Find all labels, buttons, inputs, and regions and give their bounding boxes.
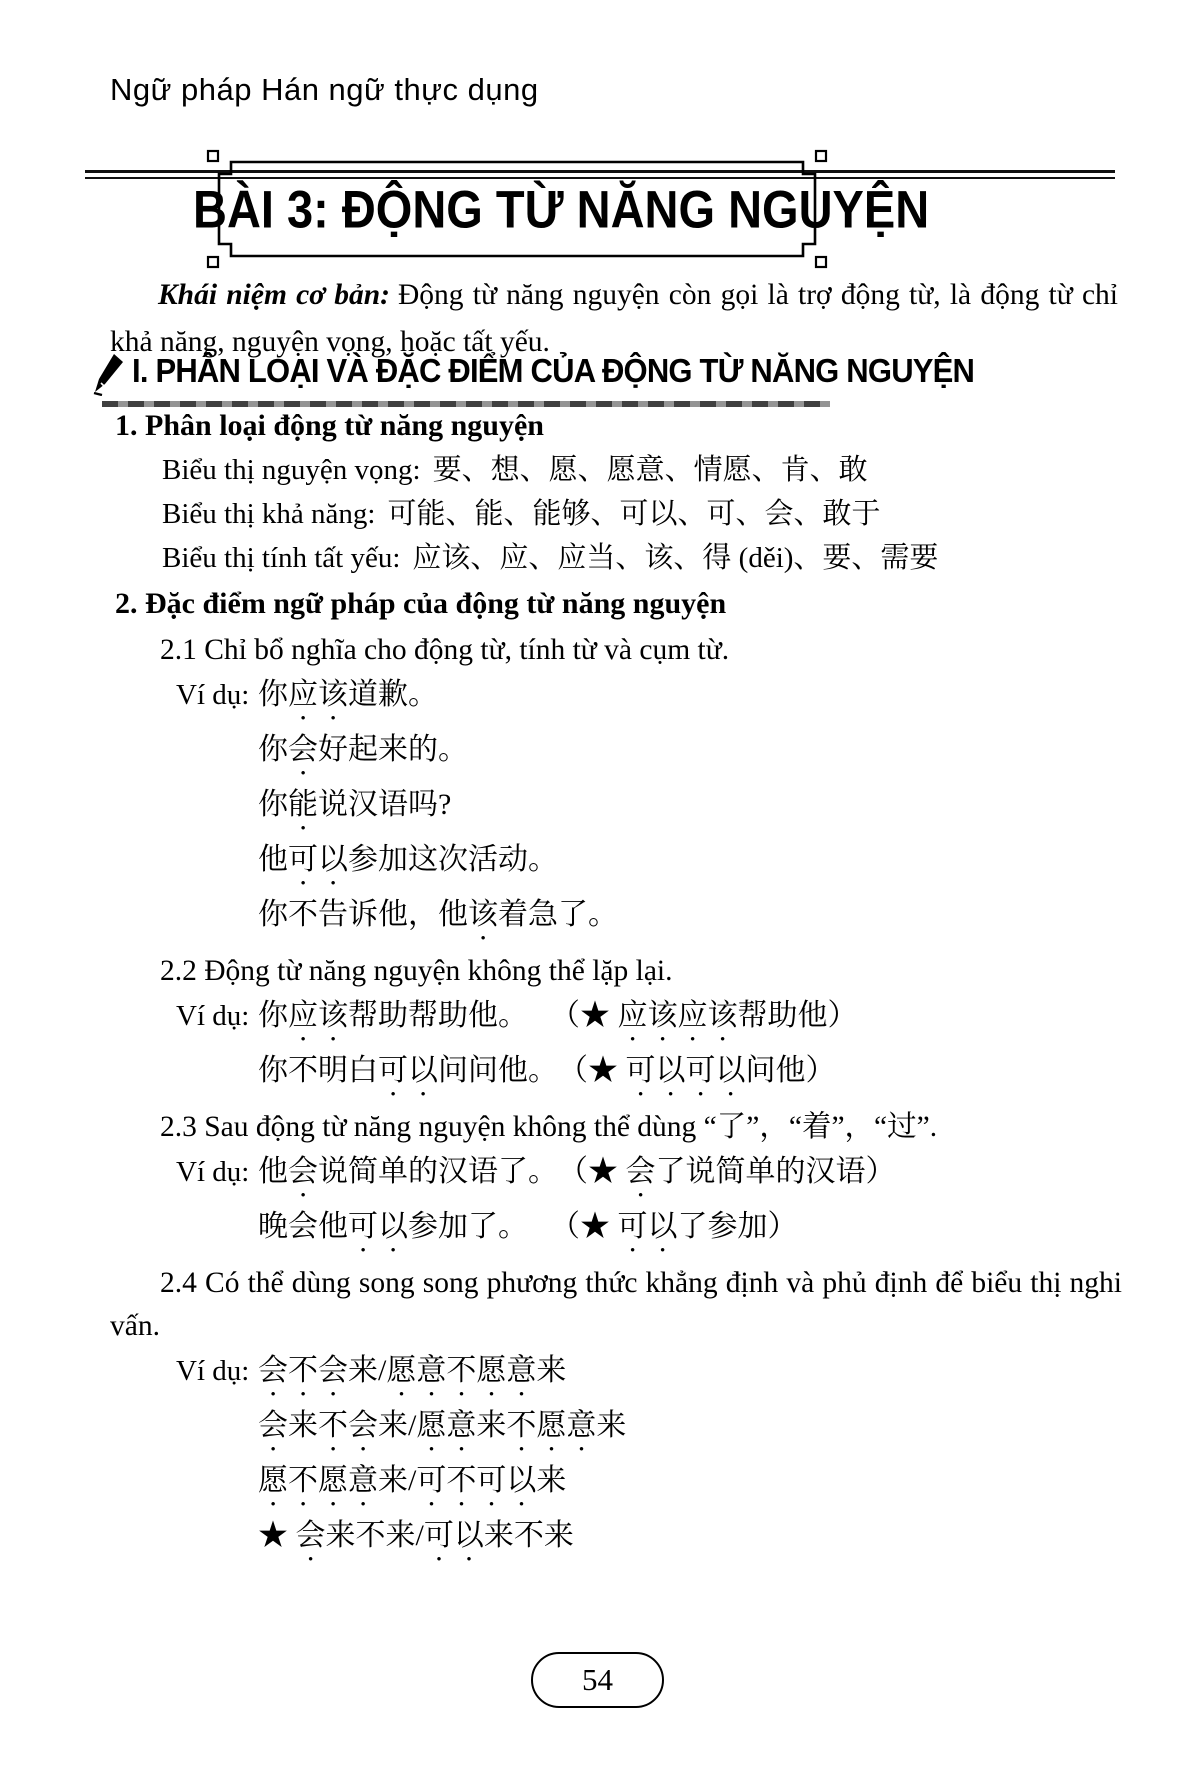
example-sentence: 你不告诉他，他该着急了。 xyxy=(258,898,618,931)
example-sentence: 你会好起来的。 xyxy=(258,733,468,766)
example-row xyxy=(176,1048,1122,1103)
example-label: Ví dụ: xyxy=(176,1355,250,1387)
example-sentence: 会不会来/愿意不愿意来 xyxy=(258,1354,567,1387)
example-sentence: 会来不会来/愿意来不愿意来 xyxy=(258,1409,627,1442)
intro-lead: Khái niệm cơ bản: xyxy=(158,279,390,311)
example-row xyxy=(176,1458,1122,1513)
page-number: 54 xyxy=(582,1662,613,1697)
subsection-1-heading: 1. Phân loại động từ năng nguyện xyxy=(115,409,544,442)
feature-2-2: 2.2 Động từ năng nguyện không thể lặp lại. xyxy=(160,955,673,987)
feature-2-1: 2.1 Chỉ bổ nghĩa cho động từ, tính từ và cụm từ. xyxy=(160,634,730,666)
example-row xyxy=(176,1348,1122,1403)
ability-verbs-label: Biểu thị khả năng: xyxy=(162,498,376,530)
example-ungrammatical: （★ 应该应该帮助他） xyxy=(550,999,858,1032)
example-row xyxy=(176,672,1122,727)
necessity-verbs-line xyxy=(162,536,1122,580)
ability-verbs-line xyxy=(162,492,1122,536)
example-sentence: 晚会他可以参加了。 xyxy=(258,1210,528,1243)
example-label: Ví dụ: xyxy=(176,1156,250,1188)
example-row xyxy=(176,1513,1122,1568)
page-number-pill xyxy=(531,1652,664,1708)
example-ungrammatical: （★ 可以可以问他） xyxy=(558,1054,836,1087)
example-sentence: 他可以参加这次活动。 xyxy=(258,843,558,876)
feature-2-3: 2.3 Sau động từ năng nguyện không thể dùng “了”，“着”，“过”. xyxy=(160,1111,938,1143)
pen-icon xyxy=(92,352,126,396)
example-sentence: ★ 会来不来/可以来不来 xyxy=(258,1519,574,1552)
example-sentence: 你能说汉语吗? xyxy=(258,788,452,821)
example-sentence: 他会说简单的汉语了。 xyxy=(258,1155,558,1188)
example-row xyxy=(176,837,1122,892)
example-row xyxy=(176,1403,1122,1458)
subsection-2-heading: 2. Đặc điểm ngữ pháp của động từ năng nguyện xyxy=(115,587,727,620)
example-label: Ví dụ: xyxy=(176,679,250,711)
feature-2-4: 2.4 Có thể dùng song song phương thức khẳng định và phủ định để biểu thị nghi vấn. xyxy=(110,1267,1122,1342)
necessity-verbs-value: 应该、应、应当、该、得 (děi)、要、需要 xyxy=(412,542,939,574)
example-row xyxy=(176,993,1122,1048)
wish-verbs-line xyxy=(162,448,1122,492)
example-row xyxy=(176,1149,1122,1204)
example-ungrammatical: （★ 会了说简单的汉语） xyxy=(558,1155,896,1188)
example-row xyxy=(176,727,1122,782)
example-sentence: 你不明白可以问问他。 xyxy=(258,1054,558,1087)
intro-text: Động từ năng nguyện còn gọi là trợ động từ, là động từ chỉ khả năng, nguyện vọng, hoặc tất yếu. xyxy=(110,279,1119,358)
lesson-title-box xyxy=(193,146,930,272)
example-sentence: 愿不愿意来/可不可以来 xyxy=(258,1464,567,1497)
example-ungrammatical: （★ 可以了参加） xyxy=(550,1210,798,1243)
section-heading-block xyxy=(92,352,975,407)
wish-verbs-label: Biểu thị nguyện vọng: xyxy=(162,454,421,486)
section-heading: I. PHÂN LOẠI VÀ ĐẶC ĐIỂM CỦA ĐỘNG TỪ NĂNG NGUYỆN xyxy=(132,352,975,390)
lesson-title: BÀI 3: ĐỘNG TỪ NĂNG NGUYỆN xyxy=(193,179,930,239)
ability-verbs-value: 可能、能、能够、可以、可、会、敢于 xyxy=(387,498,881,530)
example-label: Ví dụ: xyxy=(176,1000,250,1032)
example-row xyxy=(176,1204,1122,1259)
example-row xyxy=(176,892,1122,947)
page-content xyxy=(110,402,1122,1568)
example-row xyxy=(176,782,1122,837)
example-sentence: 你应该道歉。 xyxy=(258,678,438,711)
example-sentence: 你应该帮助帮助他。 xyxy=(258,999,528,1032)
running-head: Ngữ pháp Hán ngữ thực dụng xyxy=(110,72,539,107)
wish-verbs-value: 要、想、愿、愿意、情愿、肯、敢 xyxy=(432,454,868,486)
necessity-verbs-label: Biểu thị tính tất yếu: xyxy=(162,542,401,574)
